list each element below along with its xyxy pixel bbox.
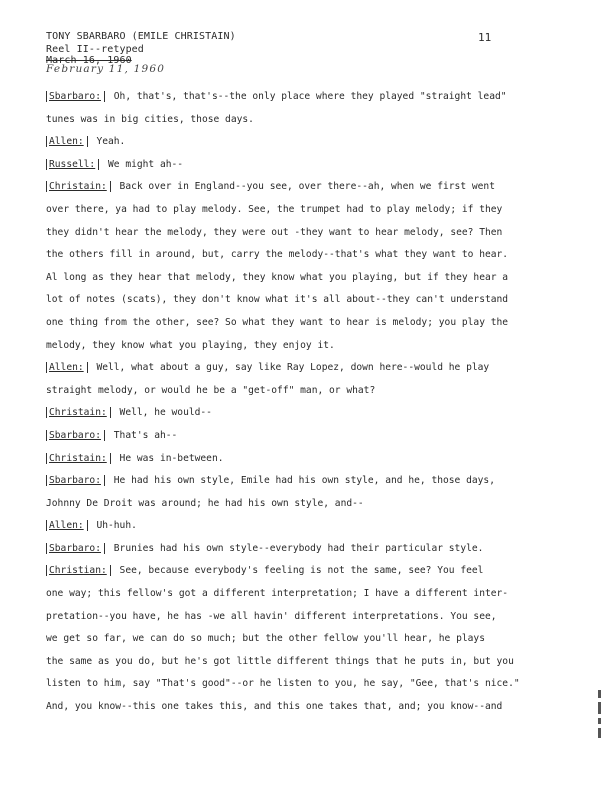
line-text: we get so far, we can do so much; but the other fellow you'll hear, he plays [46,633,485,645]
transcript-line [46,425,521,448]
speaker-name: Sbarbaro: [49,542,101,554]
transcript-line [46,493,521,516]
speaker-name: Allen: [49,362,84,374]
transcript-line [46,538,521,561]
transcript-entry [46,86,521,131]
line-text: Oh, that's, that's--the only place where they played "straight lead" [113,91,507,102]
transcript-entry [46,560,521,718]
line-text: He was in-between. [119,452,224,464]
speaker-name: Christain: [49,452,107,464]
line-text: Brunies had his own style--everybody had their particular style. [113,542,484,554]
speaker-name: Christain: [49,407,107,419]
transcript-line [46,673,521,696]
transcript-line [46,154,521,177]
document-title: TONY SBARBARO (EMILE CHRISTAIN) [46,31,236,42]
transcript-line [46,86,521,109]
transcript-entry [46,131,521,154]
speaker-name: Russell: [49,158,96,170]
transcript-entry [46,448,521,471]
transcript-line [46,109,521,132]
transcript-entry [46,470,521,515]
transcript-line [46,470,521,493]
reel-label: Reel II--retyped [46,44,144,55]
line-text: We might ah-- [108,158,184,170]
line-text: the same as you do, but he's got little different things that he puts in, but you [46,655,514,667]
transcript-entry [46,402,521,425]
line-text: straight melody, or would he be a "get-off" man, or what? [46,384,376,396]
transcript-entry [46,538,521,561]
line-text: pretation--you have, he has -we all havin' different interpretations. You see, [46,610,497,622]
transcript-line [46,448,521,471]
transcript-line [46,335,521,358]
speaker-name: Sbarbaro: [49,429,101,441]
transcript-body [46,86,521,719]
line-text: See, because everybody's feeling is not the same, see? You feel [119,565,484,577]
speaker-name: Sbarbaro: [49,91,101,102]
transcript-line [46,176,521,199]
speaker-name: Allen: [49,520,84,532]
typed-date-struck: March 16, 1960 [46,55,132,66]
transcript-line [46,651,521,674]
transcript-line [46,583,521,606]
transcript-entry [46,357,521,402]
transcript-line [46,267,521,290]
line-text: He had his own style, Emile had his own style, and he, those days, [113,475,495,487]
line-text: Well, he would-- [119,407,212,419]
speaker-name: Christian: [49,565,107,577]
line-text: That's ah-- [113,429,178,441]
speaker-name: Christain: [49,181,107,193]
line-text: And, you know--this one takes this, and this one takes that, and; you know--and [46,701,503,713]
transcript-line [46,696,521,719]
transcript-entry [46,176,521,357]
transcript-entry [46,515,521,538]
speaker-name: Sbarbaro: [49,475,101,487]
speaker-label [46,520,88,531]
page-number: 11 [478,31,492,44]
transcript-line [46,357,521,380]
speaker-label [46,407,111,418]
handwritten-date: February 11, 1960 [46,63,166,75]
speaker-label [46,565,111,576]
speaker-label [46,430,105,441]
line-text: listen to him, say "That's good"--or he listen to you, he say, "Gee, that's nice." [46,678,520,690]
line-text: the others fill in around, but, carry the melody--that's what they want to hear. [46,249,509,261]
speaker-name: Allen: [49,136,84,148]
line-text: lot of notes (scats), they don't know what it's all about--they can't understand [46,294,509,306]
line-text: they didn't hear the melody, they were out -they want to hear melody, see? Then [46,226,503,238]
speaker-label [46,543,105,554]
margin-annotation-mark [598,690,604,742]
line-text: melody, they know what you playing, they enjoy it. [46,339,335,351]
speaker-label [46,181,111,192]
speaker-label [46,159,99,170]
transcript-line [46,380,521,403]
speaker-label [46,362,88,373]
transcript-line [46,560,521,583]
transcript-line [46,222,521,245]
speaker-label [46,475,105,486]
transcript-line [46,312,521,335]
transcript-line [46,628,521,651]
transcript-line [46,199,521,222]
transcript-entry [46,154,521,177]
transcript-entry [46,425,521,448]
line-text: Well, what about a guy, say like Ray Lopez, down here--would he play [96,362,490,374]
transcript-line [46,131,521,154]
speaker-label [46,136,88,147]
line-text: one thing from the other, see? So what they want to hear is melody; you play the [46,316,509,328]
line-text: Back over in England--you see, over there--ah, when we first went [119,181,495,193]
transcript-line [46,289,521,312]
transcript-line [46,515,521,538]
transcript-line [46,606,521,629]
transcript-line [46,402,521,425]
line-text: tunes was in big cities, those days. [46,113,254,125]
line-text: over there, ya had to play melody. See, the trumpet had to play melody; if they [46,203,503,215]
line-text: Uh-huh. [96,520,137,532]
speaker-label [46,453,111,464]
speaker-label [46,91,105,102]
line-text: Yeah. [96,136,126,148]
line-text: one way; this fellow's got a different interpretation; I have a different inter- [46,588,509,600]
line-text: Al long as they hear that melody, they know what you playing, but if they hear a [46,271,509,283]
transcript-line [46,244,521,267]
line-text: Johnny De Droit was around; he had his own style, and-- [46,497,364,509]
